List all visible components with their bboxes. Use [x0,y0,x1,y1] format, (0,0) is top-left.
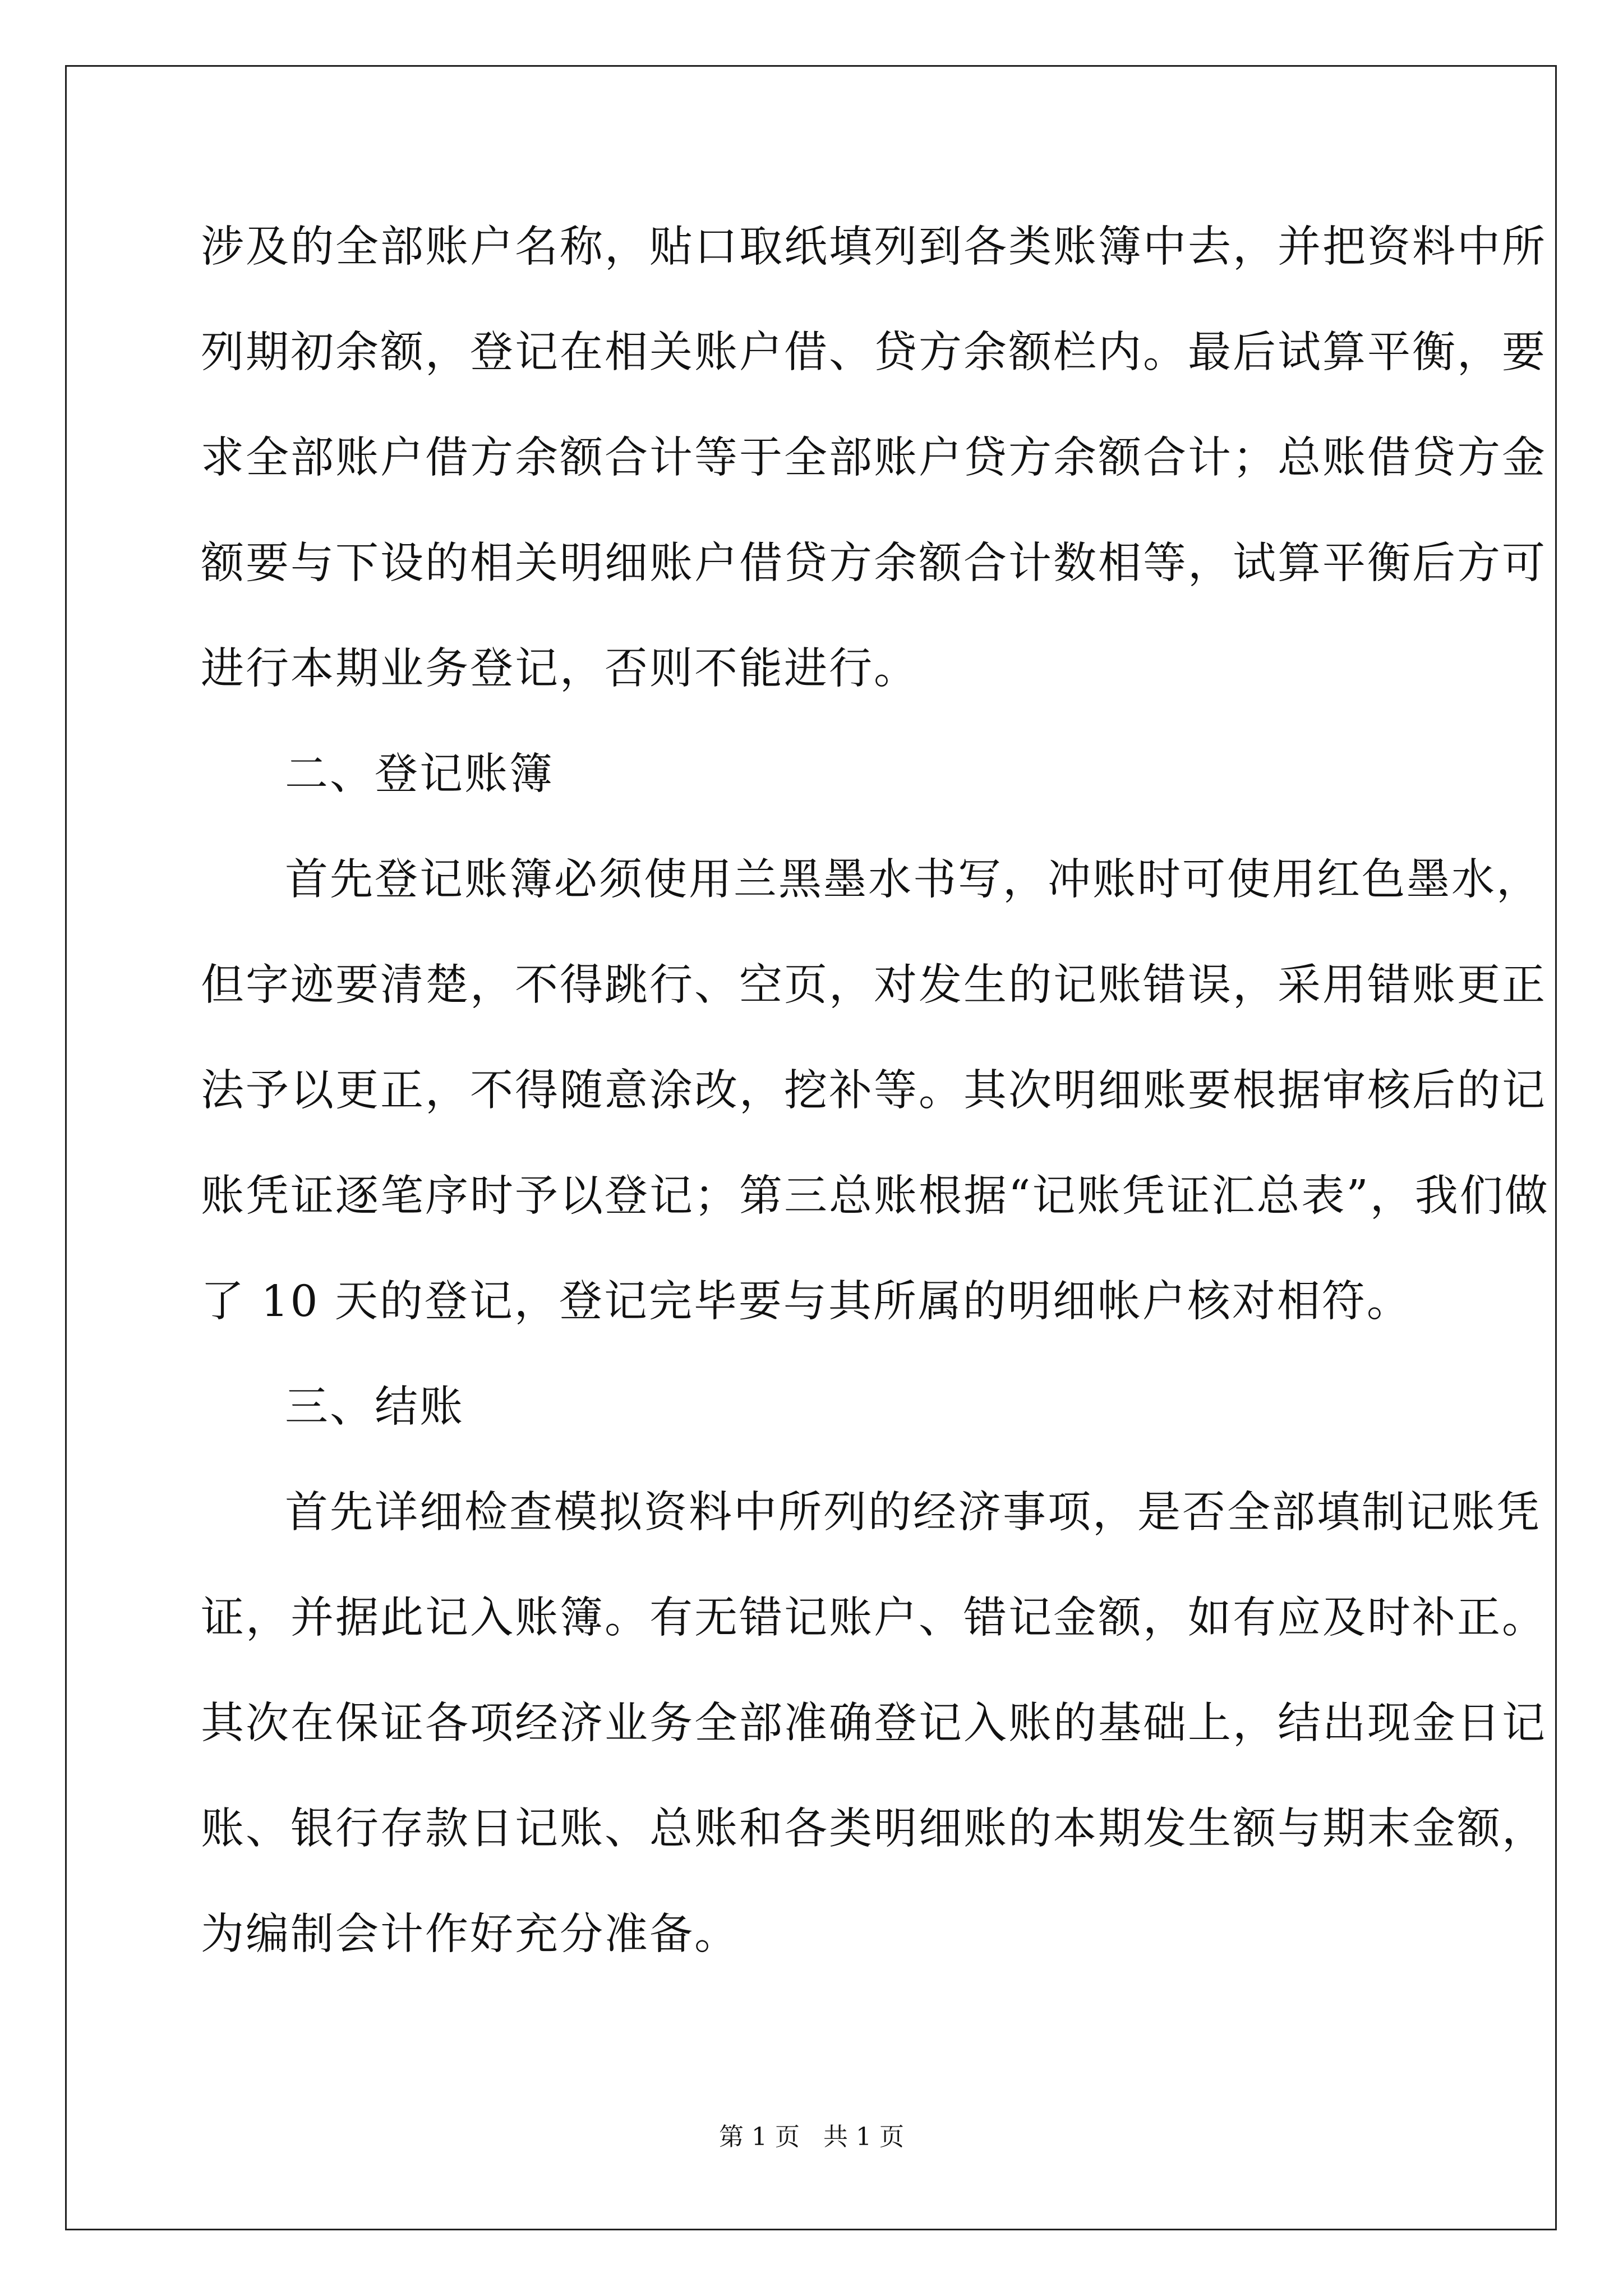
paragraph-line: 首先登记账簿必须使用兰黑墨水书写，冲账时可使用红色墨水， [285,855,1541,905]
paragraph-line: 为编制会计作好充分准备。 [201,1910,739,1959]
paragraph-line: 其次在保证各项经济业务全部准确登记入账的基础上，结出现金日记 [201,1699,1547,1749]
paragraph-line: 账凭证逐笔序时予以登记；第三总账根据“记账凭证汇总表”，我们做 [201,1171,1550,1221]
paragraph-line: 证，并据此记入账簿。有无错记账户、错记金额，如有应及时补正。 [201,1593,1547,1643]
paragraph-line: 求全部账户借方余额合计等于全部账户贷方余额合计；总账借贷方金 [201,433,1547,483]
paragraph-line: 法予以更正，不得随意涂改，挖补等。其次明细账要根据审核后的记 [201,1066,1547,1116]
paragraph-line: 首先详细检查模拟资料中所列的经济事项，是否全部填制记账凭 [285,1488,1541,1538]
paragraph-line: 列期初余额，登记在相关账户借、贷方余额栏内。最后试算平衡，要 [201,328,1547,378]
document-body [201,211,1550,2004]
paragraph-line: 涉及的全部账户名称，贴口取纸填列到各类账簿中去，并把资料中所 [201,222,1547,272]
paragraph-line: 了 10 天的登记，登记完毕要与其所属的明细帐户核对相符。 [201,1277,1412,1327]
section-heading: 三、结账 [285,1382,464,1432]
paragraph-line: 账、银行存款日记账、总账和各类明细账的本期发生额与期末金额， [201,1804,1547,1854]
paragraph-line: 但字迹要清楚，不得跳行、空页，对发生的记账错误，采用错账更正 [201,960,1547,1010]
paragraph-line: 额要与下设的相关明细账户借贷方余额合计数相等，试算平衡后方可 [201,539,1547,588]
paragraph-line: 进行本期业务登记，否则不能进行。 [201,644,919,694]
page-number: 第 1 页 共 1 页 [719,2123,904,2151]
section-heading: 二、登记账簿 [285,749,554,799]
